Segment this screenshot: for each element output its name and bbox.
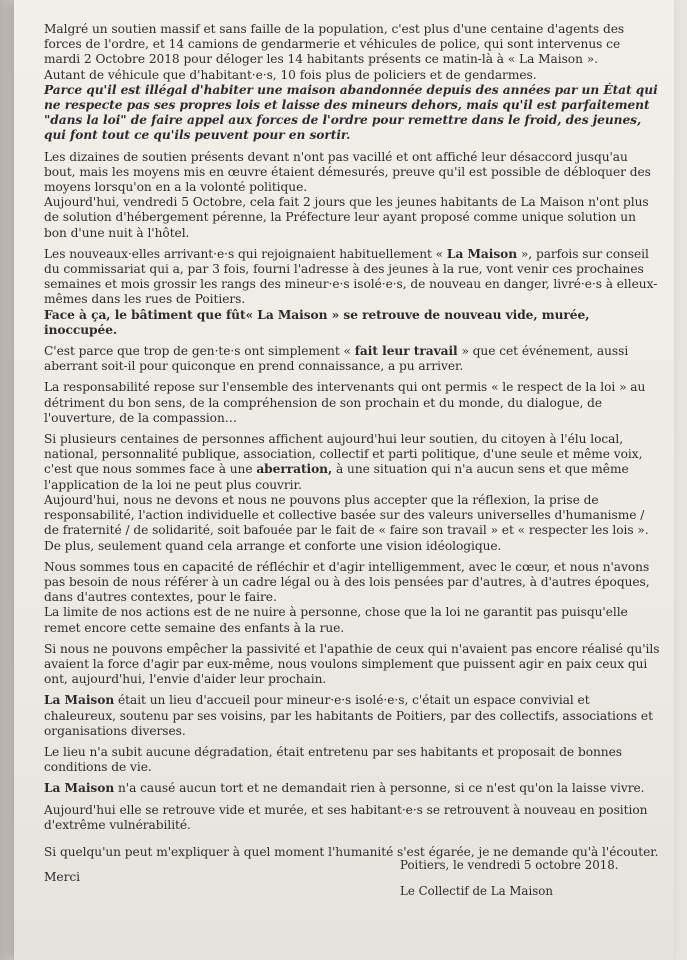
paragraph: De plus, seulement quand cela arrange et conforte une vision idéologique. [44,538,502,553]
la-maison-label: La Maison [446,246,518,261]
paragraph: Autant de véhicule que d'habitant·e·s, 10 fois plus de policiers et de gendarmes. [44,67,537,82]
closing-thanks: Merci [44,870,80,885]
emphasis-text: fait leur travail [354,344,458,359]
paragraph: Les dizaines de soutien présents devant n'ont pas vacillé et ont affiché leur désaccord jusqu'au bout, mais les moyens mis en œuvre étaient démesurés, preuve qu'il est possible de débloquer des moyens lorsqu'on en a la volonté politique. [44,149,651,195]
letter-body [44,22,660,891]
paragraph: La Maison n'a causé aucun tort et ne demandait rien à personne, si ce n'est qu'on la laisse vivre. [44,781,645,796]
emphasis-text: aberration, [256,462,333,477]
paragraph-bold: Face à ça, le bâtiment que fût« La Maison » se retrouve de nouveau vide, murée, inoccupée. [44,307,590,337]
signature-place-date: Poitiers, le vendredi 5 octobre 2018. [400,858,619,872]
paragraph: Aujourd'hui, vendredi 5 Octobre, cela fait 2 jours que les jeunes habitants de La Maison n'ont plus de solution d'hébergement pérenne, la Préfecture leur ayant proposé comme unique solution un bon d'une nuit à l'hôtel. [44,195,649,240]
paragraph: Aujourd'hui, nous ne devons et nous ne pouvons plus accepter que la réflexion, la prise de responsabilité, l'action individuelle et collective basée sur des valeurs universelles d'humanisme / de fraternité / de solidarité, soit bafouée par le fait de « faire son travail » et « respecter les lois ». [44,492,649,538]
paragraph: Le lieu n'a subit aucune dégradation, était entretenu par ses habitants et proposait de bonnes conditions de vie. [44,744,622,775]
paragraph: Si nous ne pouvons empêcher la passivité et l'apathie de ceux qui n'avaient pas encore réalisé qu'ils avaient la force d'agir par eux-même, nous voulons simplement que puissent agir en paix ceux qui ont, aujourd'hui, l'envie d'aider leur prochain. [44,641,660,687]
paragraph: Aujourd'hui elle se retrouve vide et murée, et ses habitant·e·s se retrouvent à nouveau en position d'extrême vulnérabilité. [44,802,648,832]
signature-author: Le Collectif de La Maison [400,884,553,898]
paragraph: La limite de nos actions est de ne nuire à personne, chose que la loi ne garantit pas puisqu'elle remet encore cette semaine des enfants à la rue. [44,605,628,635]
paragraph: Malgré un soutien massif et sans faille de la population, c'est plus d'une centaine d'agents des forces de l'ordre, et 14 camions de gendarmerie et véhicules de police, qui sont intervenus ce mardi 2 Octobre 2018 pour déloger les 14 habitants présents ce matin-là à « La Maison ». [44,22,625,67]
paragraph: Nous sommes tous en capacité de réfléchir et d'agir intelligemment, avec le cœur, et nous n'avons pas besoin de nous référer à un cadre légal ou à des lois pensées par d'autres, à d'autres époques, dans d'autres contextes, pour le faire. [44,559,650,605]
paragraph: Les nouveaux·elles arrivant·e·s qui rejoignaient habituellement « La Maison », parfois sur conseil du commissariat qui a, par 3 fois, fourni l'adresse à des jeunes à la rue, vont venir ces prochaines semaines et mois grossir les rangs des mineur·e·s isolé·e·s, de nouveau en danger, livré·e·s à elleux-mêmes dans les rues de Poitiers. [44,246,658,307]
paragraph: Si quelqu'un peut m'expliquer à quel moment l'humanité s'est égarée, je ne demande qu'à l'écouter. [44,844,659,859]
paragraph-emphasis: Parce qu'il est illégal d'habiter une maison abandonnée depuis des années par un État qui ne respecte pas ses propres lois et laisse des mineurs dehors, mais qu'il est parfaitement "dans la loi" de faire appel aux forces de l'ordre pour remettre dans le froid, des jeunes, qui font tout ce qu'ils peuvent pour en sortir. [44,82,658,143]
paragraph: Si plusieurs centaines de personnes affichent aujourd'hui leur soutien, du citoyen à l'élu local, national, personnalité publique, association, collectif et parti politique, d'une seule et même voix, c'est que nous sommes face à une aberration, à une situation qui n'a aucun sens et que même l'application de la loi ne peut plus couvrir. [44,432,643,492]
paragraph: C'est parce que trop de gen·te·s ont simplement « fait leur travail » que cet événement, aussi aberrant soit-il pour quiconque en prend connaissance, a pu arriver. [44,344,629,374]
la-maison-label: La Maison [44,781,115,796]
paper-sheet [14,0,674,960]
la-maison-label: La Maison [44,693,115,708]
paragraph: La responsabilité repose sur l'ensemble des intervenants qui ont permis « le respect de la loi » au détriment du bon sens, de la compréhension de son prochain et du monde, du dialogue, de l'ouverture, de la compassion… [44,380,646,425]
paragraph: La Maison était un lieu d'accueil pour mineur·e·s isolé·e·s, c'était un espace convivial et chaleureux, soutenu par ses voisins, par les habitants de Poitiers, par des collectifs, associations et organisations diverses. [44,693,653,738]
